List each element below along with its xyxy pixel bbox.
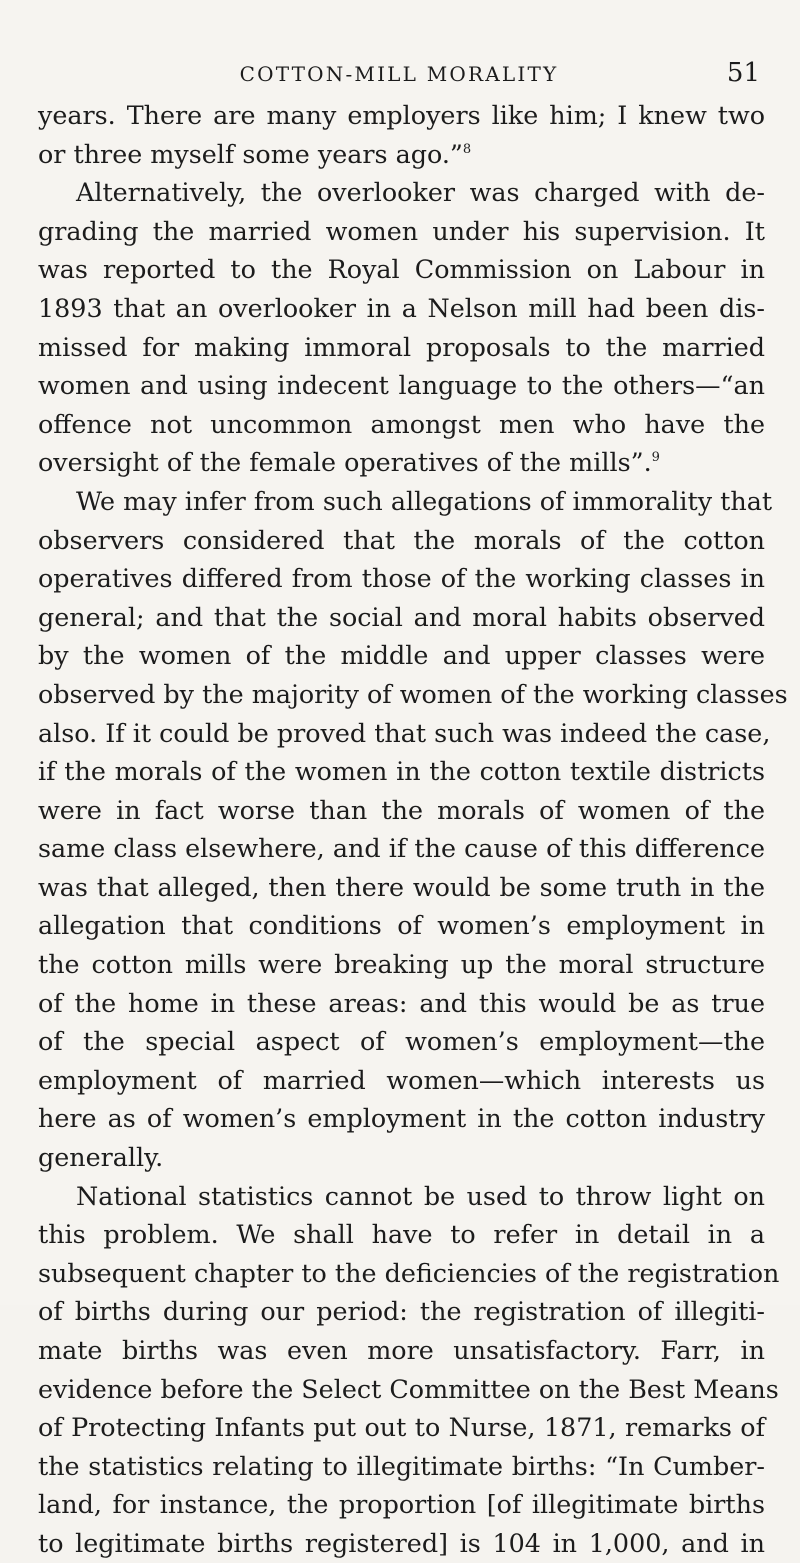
text-line (38, 212, 765, 251)
line-text: National statistics cannot be used to throw light on (76, 1180, 765, 1211)
line-text: or three myself some years ago.” (38, 138, 463, 169)
text-line (38, 1408, 765, 1447)
footnote-marker: 9 (651, 450, 660, 466)
line-text: were in fact worse than the morals of women of the (38, 794, 765, 825)
text-line (38, 675, 788, 714)
line-text: was that alleged, then there would be some truth in the (38, 871, 765, 902)
text-line (38, 1485, 765, 1524)
line-text: also. If it could be proved that such was indeed the case, (38, 717, 771, 748)
line-text: land, for instance, the proportion [of illegitimate births (38, 1489, 765, 1520)
line-text: offence not uncommon amongst men who have the (38, 408, 765, 439)
line-text: evidence before the Select Committee on the Best Means (38, 1373, 779, 1404)
running-title: COTTON-MILL MORALITY (239, 62, 559, 86)
text-line (38, 1138, 765, 1177)
line-text: was reported to the Royal Commission on Labour in (38, 254, 765, 285)
text-line (38, 1061, 765, 1100)
text-line (38, 984, 765, 1023)
line-text: observers considered that the morals of the cotton (38, 524, 765, 555)
text-line (38, 714, 771, 753)
page-number: 51 (726, 58, 760, 88)
text-line (38, 96, 765, 135)
text-line (38, 636, 765, 675)
text-line (38, 791, 765, 830)
text-line (38, 482, 773, 521)
text-line (38, 250, 765, 289)
text-line (38, 1292, 765, 1331)
text-line (38, 328, 765, 367)
line-text: years. There are many employers like him; I knew two (38, 100, 765, 130)
footnote-marker: 8 (462, 141, 472, 157)
text-line (38, 289, 765, 328)
text-line (38, 443, 765, 482)
running-head (38, 60, 760, 96)
text-line (38, 829, 765, 868)
text-line (38, 366, 765, 405)
line-text: the statistics relating to illegitimate births: “In Cumber- (38, 1450, 765, 1481)
line-text: generally. (38, 1142, 164, 1173)
text-line (38, 1215, 765, 1254)
line-text: observed by the majority of women of the working classes (38, 678, 788, 709)
line-text: 1893 that an overlooker in a Nelson mill had been dis- (38, 292, 765, 323)
text-line (38, 1331, 765, 1370)
text-line (38, 752, 765, 791)
line-text: employment of married women—which interests us (38, 1064, 765, 1095)
line-text: allegation that conditions of women’s employment in (38, 910, 765, 941)
line-text: oversight of the female operatives of the mills”. (38, 447, 652, 478)
line-text: subsequent chapter to the deficiencies of the registration (38, 1257, 780, 1288)
line-text: here as of women’s employment in the cotton industry (38, 1103, 765, 1134)
text-line (38, 521, 765, 560)
line-text: the cotton mills were breaking up the moral structure (38, 949, 765, 980)
line-text: this problem. We shall have to refer in detail in a (38, 1219, 765, 1250)
line-text: missed for making immoral proposals to the married (38, 331, 765, 362)
line-text: general; and that the social and moral habits observed (38, 601, 765, 632)
line-text: We may infer from such allegations of immorality that (76, 485, 773, 516)
text-line (38, 868, 765, 907)
line-text: grading the married women under his supervision. It (38, 215, 765, 246)
line-text: same class elsewhere, and if the cause of this difference (38, 833, 765, 864)
text-line (38, 173, 765, 212)
line-text: to legitimate births registered] is 104 in 1,000, and in (38, 1527, 765, 1558)
text-line (38, 945, 765, 984)
text-line (38, 1099, 765, 1138)
line-text: of the home in these areas: and this would be as true (38, 987, 765, 1018)
line-text: women and using indecent language to the others—“an (38, 370, 765, 401)
line-text: of births during our period: the registration of illegiti- (38, 1296, 765, 1327)
text-line (38, 1177, 765, 1216)
body-text (38, 96, 788, 1563)
text-line (38, 906, 765, 945)
text-line (38, 1022, 765, 1061)
text-line (38, 405, 765, 444)
text-line (38, 559, 765, 598)
line-text: Alternatively, the overlooker was charged with de- (76, 177, 765, 208)
text-line (38, 1254, 780, 1293)
text-line (38, 598, 765, 637)
line-text: mate births was even more unsatisfactory. Farr, in (38, 1335, 765, 1365)
line-text: if the morals of the women in the cotton textile districts (38, 756, 765, 787)
text-line (38, 1447, 765, 1486)
line-text: by the women of the middle and upper classes were (38, 640, 765, 671)
text-line (38, 1524, 765, 1563)
text-line (38, 135, 765, 174)
line-text: of Protecting Infants put out to Nurse, 1871, remarks of (38, 1412, 765, 1443)
line-text: operatives differed from those of the working classes in (38, 563, 765, 594)
text-line (38, 1370, 779, 1409)
line-text: of the special aspect of women’s employment—the (38, 1026, 765, 1057)
